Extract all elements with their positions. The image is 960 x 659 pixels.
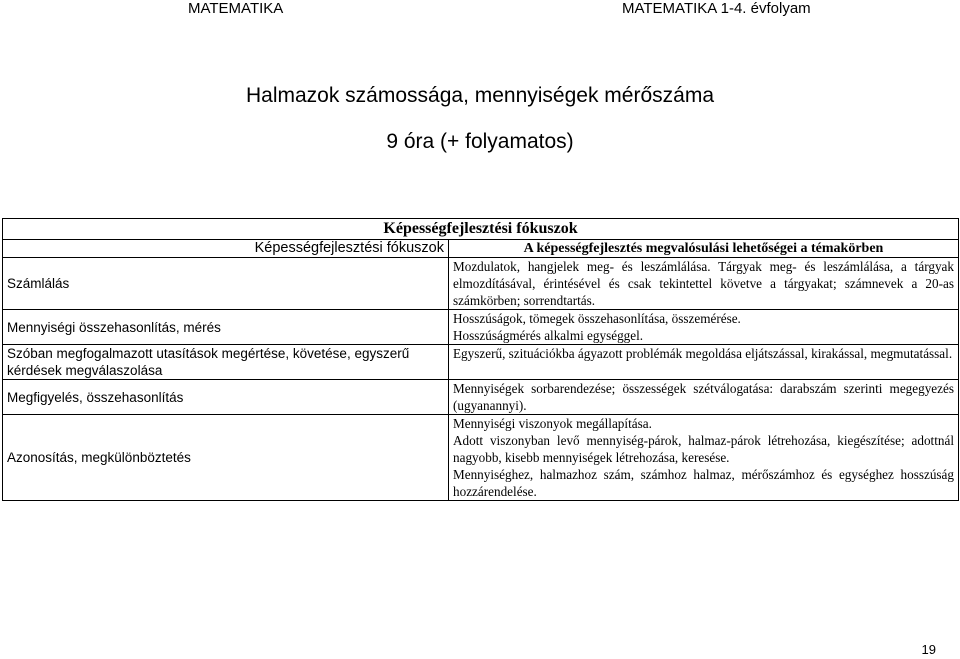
content-cell — [449, 345, 959, 380]
content-cell — [449, 258, 959, 310]
table-row — [3, 345, 959, 380]
table-row — [3, 258, 959, 310]
col-header-possibilities: A képességfejlesztés megvalósulási lehetőségei a témakörben — [449, 240, 959, 258]
table-header-row — [3, 240, 959, 258]
content-paragraph: Mozdulatok, hangjelek meg- és leszámlálása. Tárgyak meg- és leszámlálása, a tárgyak elmozdításával, érintésével és csak tekintettel követve a tárgyakat; számnevek a 20-as számkörben; sorrendtartás. — [453, 259, 954, 308]
content-paragraph: Hosszúságok, tömegek összehasonlítása, összemérése. — [453, 311, 741, 326]
skills-table — [2, 218, 959, 501]
content-paragraph: Egyszerű, szituációkba ágyazott problémák megoldása eljátszással, kirakással, megmutatással. — [453, 346, 953, 361]
table-top-header-row — [3, 219, 959, 240]
content-paragraph: Mennyiséghez, halmazhoz szám, számhoz halmaz, mérőszámhoz és egységhez hosszúság hozzárendelése. — [453, 467, 954, 499]
page-title: Halmazok számossága, mennyiségek mérőszáma — [245, 84, 715, 107]
focus-cell: Azonosítás, megkülönböztetés — [3, 415, 449, 501]
content-paragraph: Hosszúságmérés alkalmi egységgel. — [453, 328, 644, 343]
content-paragraph: Adott viszonyban levő mennyiség-párok, halmaz-párok létrehozása, kiegészítése; adottnál nagyobb, kisebb mennyiségek létrehozása, keresése. — [453, 433, 954, 465]
content-cell — [449, 380, 959, 415]
content-paragraph: Mennyiségi viszonyok megállapítása. — [453, 416, 652, 431]
focus-cell: Megfigyelés, összehasonlítás — [3, 380, 449, 415]
table-row — [3, 415, 959, 501]
page-number: 19 — [921, 642, 936, 657]
header-grade: MATEMATIKA 1-4. évfolyam — [622, 0, 811, 17]
focus-cell: Számlálás — [3, 258, 449, 310]
page-subtitle: 9 óra (+ folyamatos) — [386, 130, 574, 153]
focus-cell: Szóban megfogalmazott utasítások megértése, követése, egyszerű kérdések megválaszolása — [3, 345, 449, 380]
content-cell — [449, 310, 959, 345]
table-row — [3, 380, 959, 415]
col-header-focus: Képességfejlesztési fókuszok — [3, 240, 449, 258]
content-cell — [449, 415, 959, 501]
header-subject: MATEMATIKA — [188, 0, 284, 17]
content-paragraph: Mennyiségek sorbarendezése; összességek szétválogatása: darabszám szerinti megegyezés (ugyanannyi). — [453, 381, 954, 413]
table-row — [3, 310, 959, 345]
focus-cell: Mennyiségi összehasonlítás, mérés — [3, 310, 449, 345]
table-top-header: Képességfejlesztési fókuszok — [3, 219, 959, 240]
